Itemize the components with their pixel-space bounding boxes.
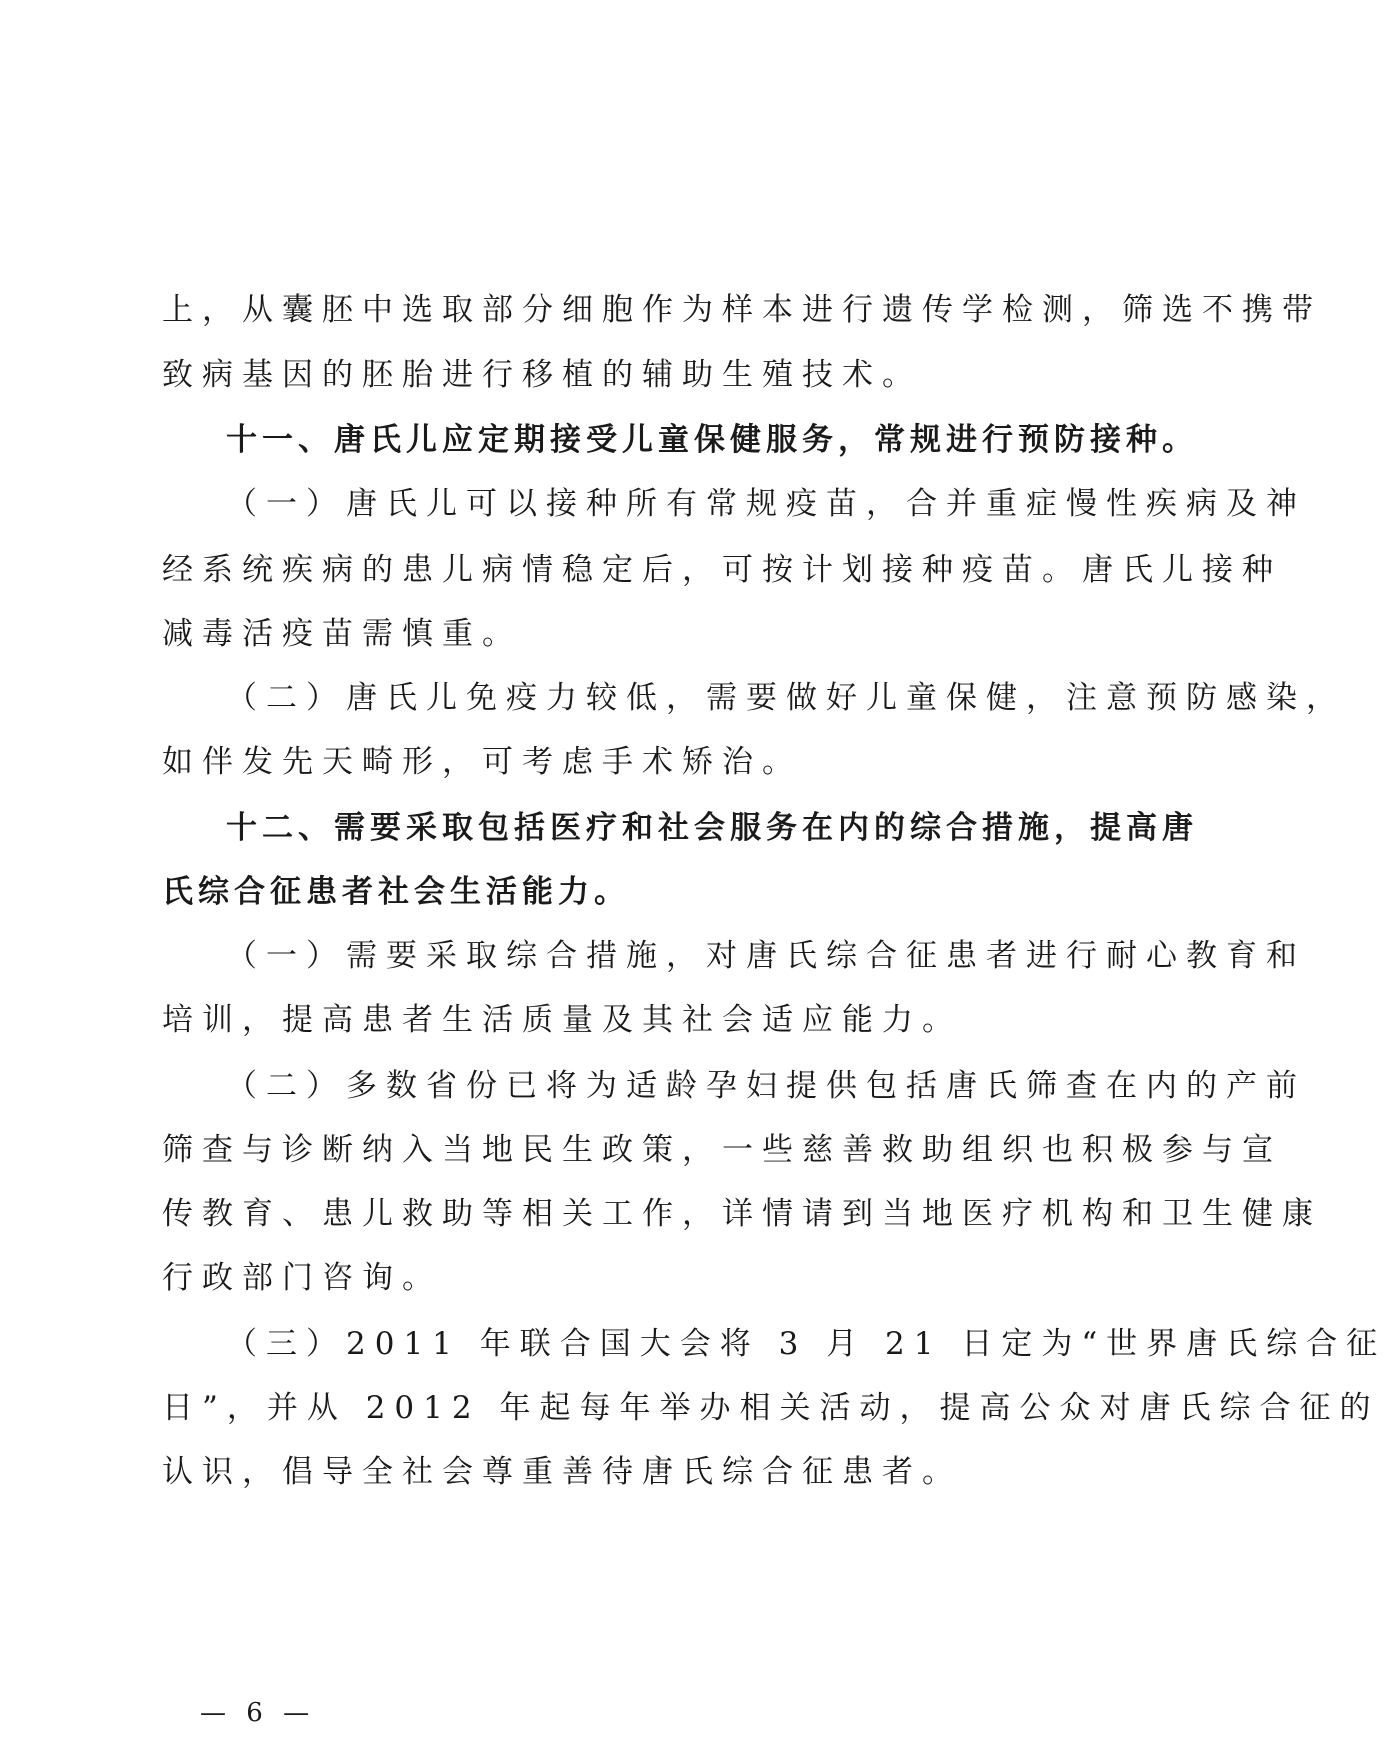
- section-heading-12-line-1: 十二、需要采取包括医疗和社会服务在内的综合措施，提高唐: [226, 810, 1198, 846]
- paragraph-11-2-line-2: 如伴发先天畸形，可考虑手术矫治。: [162, 744, 802, 780]
- paragraph-12-3-line-1: （三）2011 年联合国大会将 3 月 21 日定为“世界唐氏综合征: [226, 1326, 1386, 1362]
- paragraph-12-2-line-2: 筛查与诊断纳入当地民生政策，一些慈善救助组织也积极参与宣: [162, 1132, 1282, 1168]
- body-line-1: 上，从囊胚中选取部分细胞作为样本进行遗传学检测，筛选不携带: [162, 292, 1322, 328]
- paragraph-12-1-line-2: 培训，提高患者生活质量及其社会适应能力。: [162, 1002, 962, 1038]
- paragraph-12-1-line-1: （一）需要采取综合措施，对唐氏综合征患者进行耐心教育和: [226, 938, 1306, 974]
- paragraph-11-1-line-2: 经系统疾病的患儿病情稳定后，可按计划接种疫苗。唐氏儿接种: [162, 552, 1282, 588]
- page-number: — 6 —: [200, 1698, 316, 1728]
- section-heading-12-line-2: 氏综合征患者社会生活能力。: [162, 874, 630, 910]
- paragraph-11-1-line-3: 减毒活疫苗需慎重。: [162, 616, 522, 652]
- paragraph-11-2-line-1: （二）唐氏儿免疫力较低，需要做好儿童保健，注意预防感染，: [226, 680, 1346, 716]
- paragraph-12-2-line-3: 传教育、患儿救助等相关工作，详情请到当地医疗机构和卫生健康: [162, 1196, 1322, 1232]
- paragraph-12-3-line-3: 认识，倡导全社会尊重善待唐氏综合征患者。: [162, 1454, 962, 1490]
- paragraph-12-3-line-2: 日”，并从 2012 年起每年举办相关活动，提高公众对唐氏综合征的: [162, 1390, 1380, 1426]
- paragraph-11-1-line-1: （一）唐氏儿可以接种所有常规疫苗，合并重症慢性疾病及神: [226, 486, 1306, 522]
- section-heading-11: 十一、唐氏儿应定期接受儿童保健服务，常规进行预防接种。: [226, 422, 1198, 458]
- paragraph-12-2-line-4: 行政部门咨询。: [162, 1260, 442, 1296]
- body-line-2: 致病基因的胚胎进行移植的辅助生殖技术。: [162, 357, 922, 393]
- paragraph-12-2-line-1: （二）多数省份已将为适龄孕妇提供包括唐氏筛查在内的产前: [226, 1068, 1306, 1104]
